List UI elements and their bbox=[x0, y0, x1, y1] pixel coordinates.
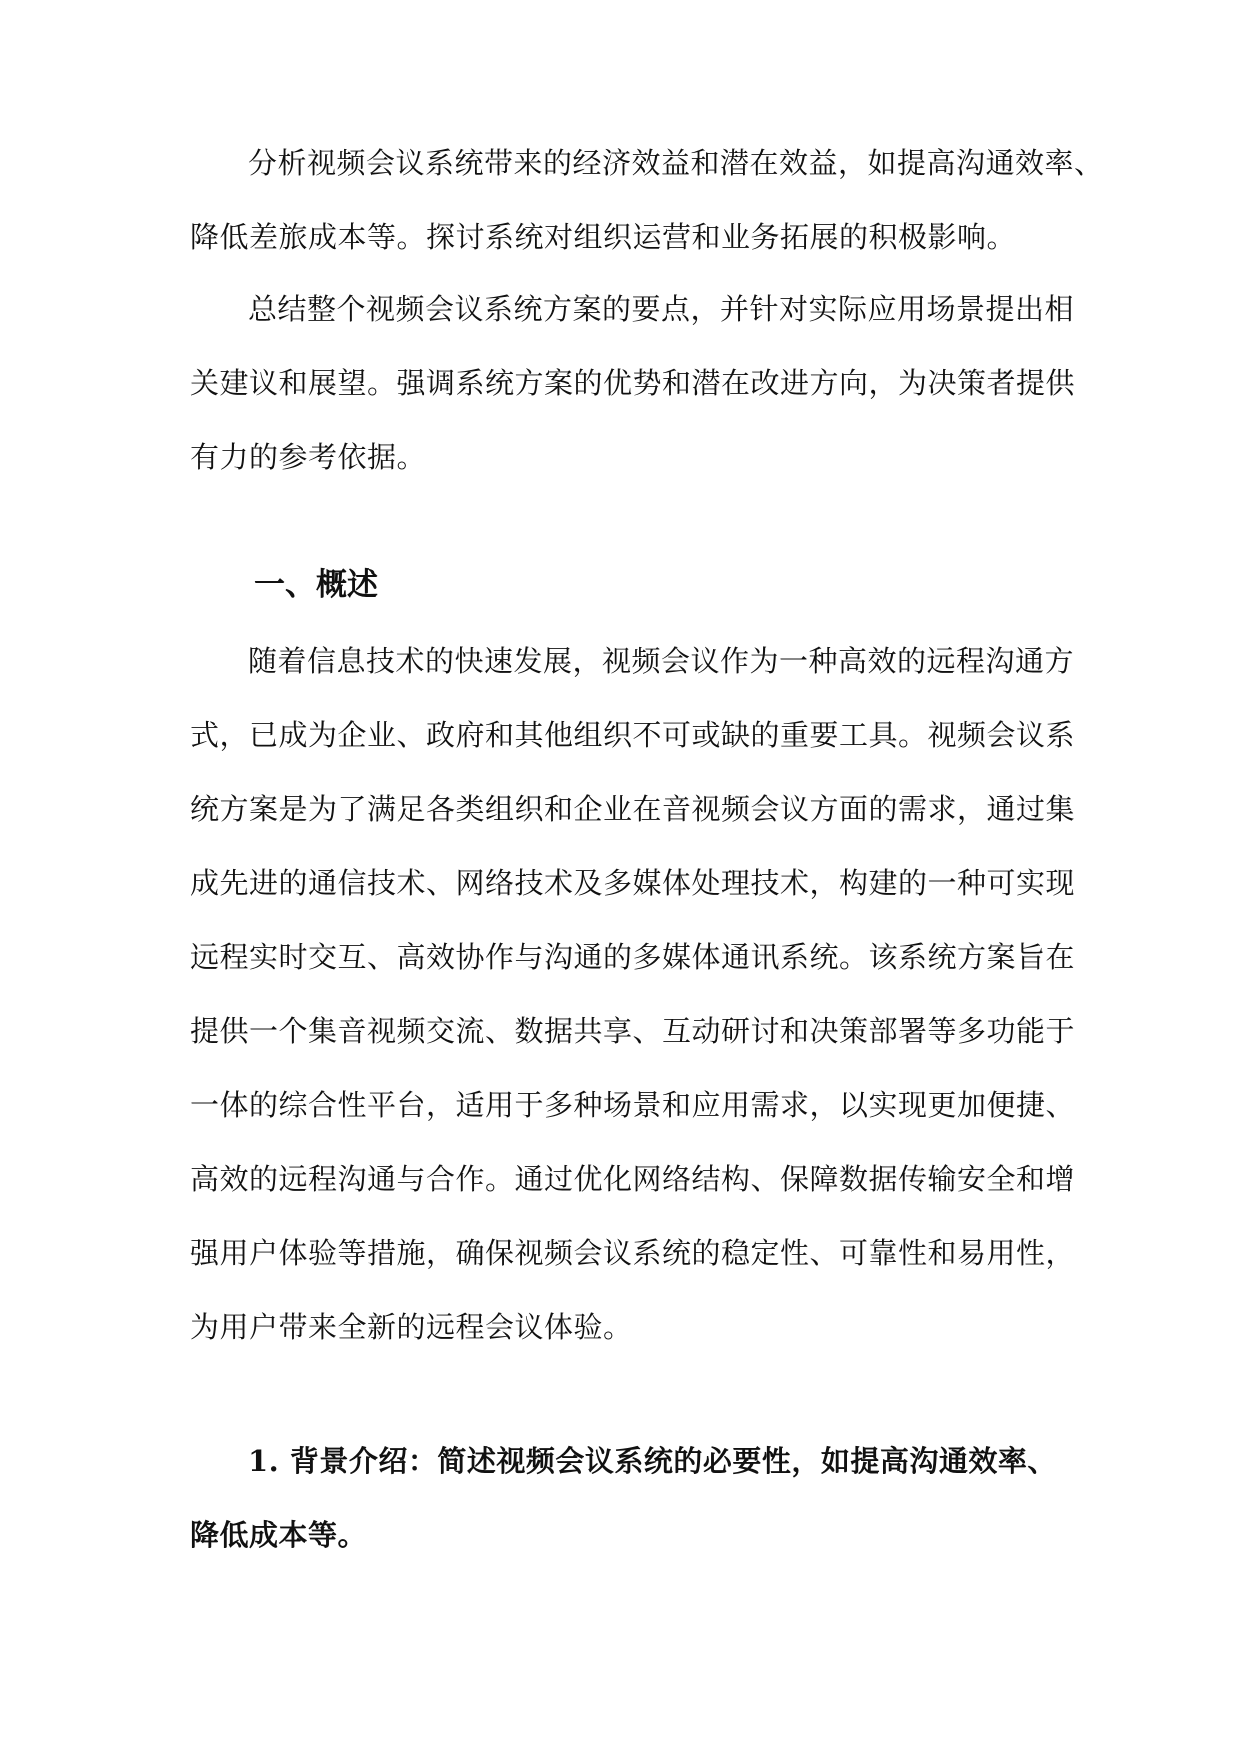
subsection-heading-line: 降低成本等。 bbox=[190, 1518, 368, 1552]
paragraph-line: 分析视频会议系统带来的经济效益和潜在效益，如提高沟通效率、 bbox=[248, 146, 1104, 180]
paragraph-line: 总结整个视频会议系统方案的要点，并针对实际应用场景提出相 bbox=[248, 292, 1075, 326]
paragraph-line: 关建议和展望。强调系统方案的优势和潜在改进方向，为决策者提供 bbox=[190, 366, 1076, 400]
paragraph-line: 强用户体验等措施，确保视频会议系统的稳定性、可靠性和易用性， bbox=[190, 1236, 1076, 1270]
subsection-paragraph bbox=[190, 1424, 1057, 1572]
paragraph-line: 为用户带来全新的远程会议体验。 bbox=[190, 1310, 633, 1344]
paragraph-line: 式，已成为企业、政府和其他组织不可或缺的重要工具。视频会议系 bbox=[190, 718, 1076, 752]
section-heading: 一、概述 bbox=[254, 567, 378, 603]
paragraph-line: 成先进的通信技术、网络技术及多媒体处理技术，构建的一种可实现 bbox=[190, 866, 1076, 900]
subsection-heading-line: 1. 背景介绍：简述视频会议系统的必要性，如提高沟通效率、 bbox=[248, 1444, 1057, 1478]
overview-paragraph bbox=[190, 624, 1076, 1364]
paragraph-line: 高效的远程沟通与合作。通过优化网络结构、保障数据传输安全和增 bbox=[190, 1162, 1076, 1196]
paragraph-line: 一体的综合性平台，适用于多种场景和应用需求，以实现更加便捷、 bbox=[190, 1088, 1076, 1122]
paragraph-line: 远程实时交互、高效协作与沟通的多媒体通讯系统。该系统方案旨在 bbox=[190, 940, 1076, 974]
paragraph-line: 有力的参考依据。 bbox=[190, 440, 427, 474]
paragraph-line: 随着信息技术的快速发展，视频会议作为一种高效的远程沟通方 bbox=[248, 644, 1075, 678]
paragraph-line: 降低差旅成本等。探讨系统对组织运营和业务拓展的积极影响。 bbox=[190, 220, 1017, 254]
summary-paragraph bbox=[190, 272, 1076, 494]
paragraph-line: 统方案是为了满足各类组织和企业在音视频会议方面的需求，通过集 bbox=[190, 792, 1076, 826]
benefits-paragraph bbox=[190, 126, 1104, 274]
paragraph-line: 提供一个集音视频交流、数据共享、互动研讨和决策部署等多功能于 bbox=[190, 1014, 1076, 1048]
